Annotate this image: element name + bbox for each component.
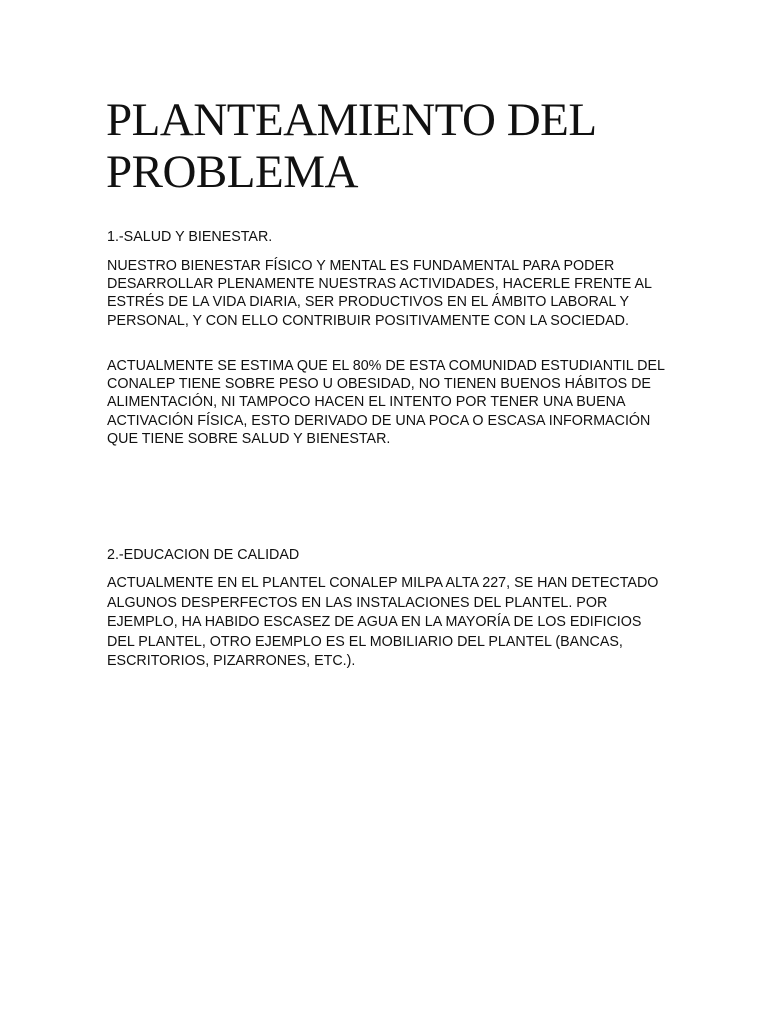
document-title: PLANTEAMIENTO DEL PROBLEMA bbox=[106, 94, 595, 198]
section-heading: 2.-EDUCACION DE CALIDAD bbox=[107, 547, 300, 563]
section-heading: 1.-SALUD Y BIENESTAR. bbox=[107, 229, 273, 245]
section-paragraph: NUESTRO BIENESTAR FÍSICO Y MENTAL ES FUNDAMENTAL PARA PODER DESARROLLAR PLENAMENTE NUESTRAS ACTIVIDADES, HACERLE FRENTE AL ESTRÉS DE LA VIDA DIARIA, SER PRODUCTIVOS EN EL ÁMBITO LABORAL Y PERSONAL, Y CON ELLO CONTRIBUIR POSITIVAMENTE CON LA SOCIEDAD. bbox=[107, 258, 652, 329]
section-paragraph: ACTUALMENTE SE ESTIMA QUE EL 80% DE ESTA COMUNIDAD ESTUDIANTIL DEL CONALEP TIENE SOBRE PESO U OBESIDAD, NO TIENEN BUENOS HÁBITOS DE ALIMENTACIÓN, NI TAMPOCO HACEN EL INTENTO POR TENER UNA BUENA ACTIVACIÓN FÍSICA, ESTO DERIVADO DE UNA POCA O ESCASA INFORMACIÓN QUE TIENE SOBRE SALUD Y BIENESTAR. bbox=[107, 358, 665, 447]
section-paragraph: ACTUALMENTE EN EL PLANTEL CONALEP MILPA ALTA 227, SE HAN DETECTADO ALGUNOS DESPERFECTOS EN LAS INSTALACIONES DEL PLANTEL. POR EJEMPLO, HA HABIDO ESCASEZ DE AGUA EN LA MAYORÍA DE LOS EDIFICIOS DEL PLANTEL, OTRO EJEMPLO ES EL MOBILIARIO DEL PLANTEL (BANCAS, ESCRITORIOS, PIZARRONES, ETC.). bbox=[107, 575, 659, 670]
